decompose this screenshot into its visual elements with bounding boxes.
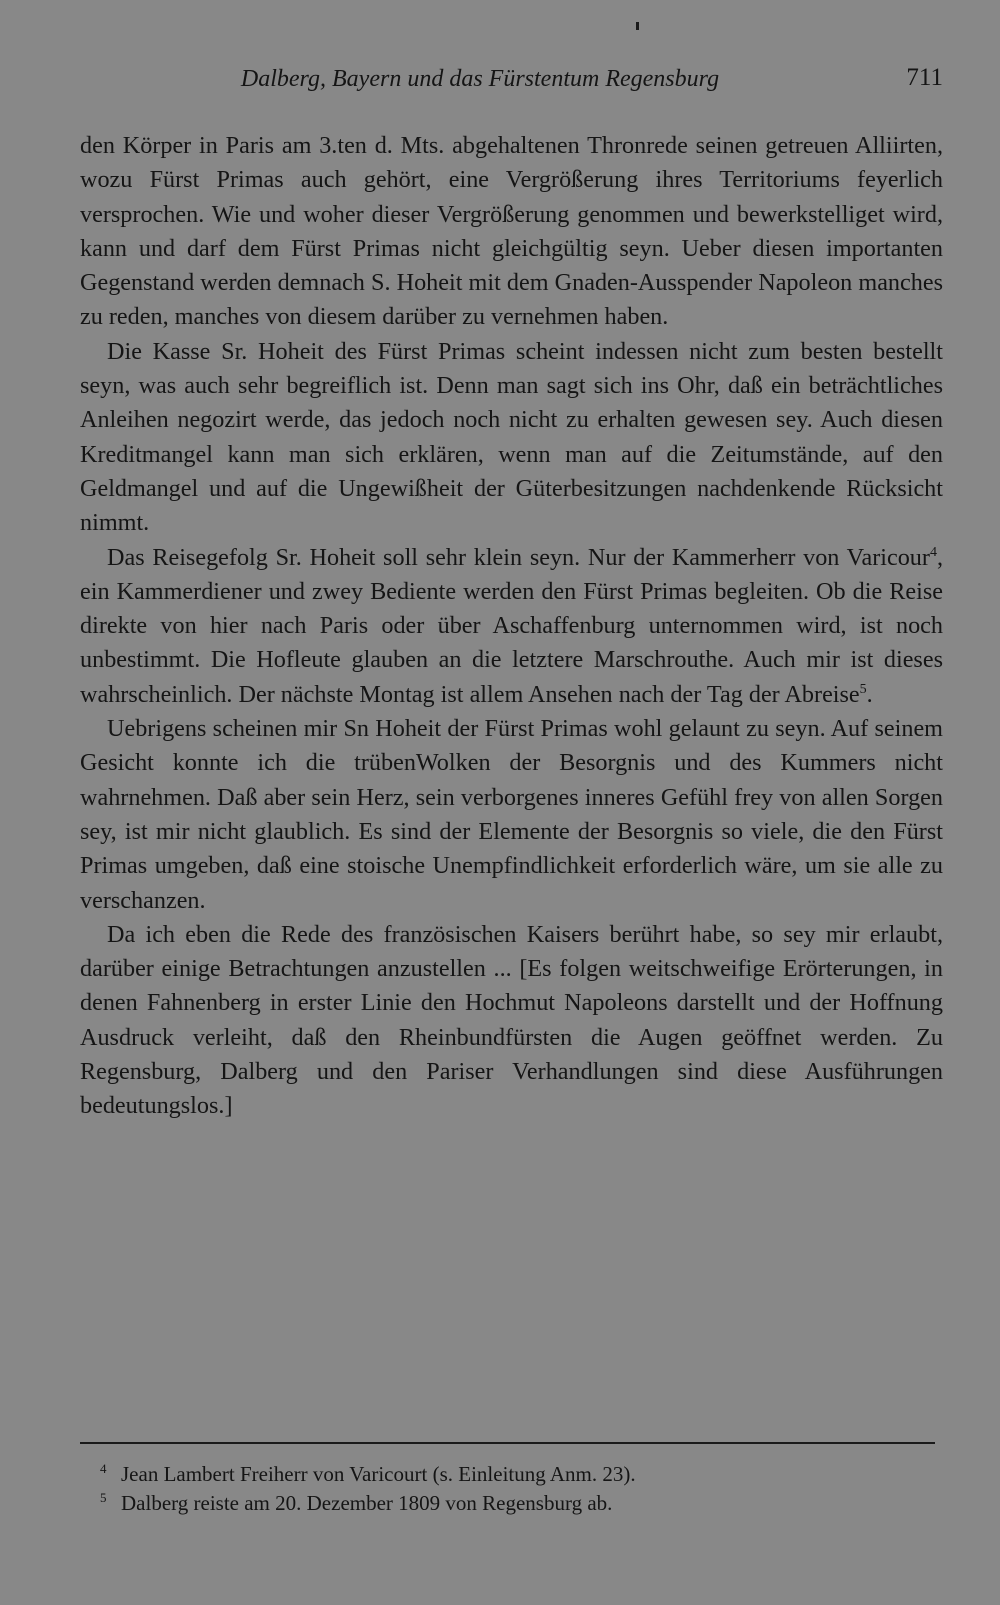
footnote-rule <box>80 1442 935 1444</box>
paragraph-3-text-c: . <box>866 680 873 708</box>
paragraph-5: Da ich eben die Rede des französischen Kaisers berührt habe, so sey mir erlaubt, darüber einige Betrachtungen anzustellen ... [Es folgen weitschweifige Erörterungen, in denen Fahnenberg in erster Linie den Hochmut Napoleons darstellt und der Hoffnung Ausdruck verleiht, daß den Rheinbundfürsten die Augen geöffnet werden. Zu Regensburg, Dalberg und den Pariser Verhandlungen sind diese Ausführungen bedeutungslos.] <box>80 920 943 1120</box>
footnote-mark: 5 <box>100 1490 107 1505</box>
footnote-ref-4: 4 <box>929 544 937 560</box>
running-head <box>80 62 943 92</box>
paragraph-3-text-b: , ein Kammerdiener und zwey Bediente werden den Fürst Primas begleiten. Ob die Reise direkte von hier nach Paris oder über Aschaffenburg unternommen wird, ist noch unbestimmt. Die Hofleute glauben an die letztere Marschrouthe. Auch mir ist dieses wahrscheinlich. Der nächste Montag ist allem Ansehen nach der Tag der Abreise <box>80 543 943 708</box>
footnote-5 <box>80 1489 943 1518</box>
footnote-ref-5: 5 <box>859 681 867 697</box>
footnote-text: Jean Lambert Freiherr von Varicourt (s. Einleitung Anm. 23). <box>121 1462 636 1486</box>
scan-speck <box>636 22 639 30</box>
paragraph-2: Die Kasse Sr. Hoheit des Fürst Primas scheint indessen nicht zum besten bestellt seyn, was auch sehr begreiflich ist. Denn man sagt sich ins Ohr, daß ein beträchtliches Anleihen negozirt werde, das jedoch noch nicht zu erhalten gewesen sey. Auch diesen Kreditmangel kann man sich erklären, wenn man auf die Zeitumstände, auf den Geldmangel und auf die Ungewißheit der Güterbesitzungen nachdenkende Rücksicht nimmt. <box>80 337 943 537</box>
page-number: 711 <box>906 64 943 91</box>
running-title: Dalberg, Bayern und das Fürstentum Regensburg <box>240 66 720 92</box>
paragraph-3-text-a: Das Reisegefolg Sr. Hoheit soll sehr klein seyn. Nur der Kammerherr von Varicour <box>107 543 930 571</box>
footnote-mark: 4 <box>100 1461 107 1476</box>
paragraph-4: Uebrigens scheinen mir Sn Hoheit der Fürst Primas wohl gelaunt zu seyn. Auf seinem Gesicht konnte ich die trübenWolken der Besorgnis und des Kummers nicht wahrnehmen. Daß aber sein Herz, sein verborgenes inneres Gefühl frey von allen Sorgen sey, ist mir nicht glaublich. Es sind der Elemente der Besorgnis so viele, die den Fürst Primas umgeben, daß eine stoische Unempfindlichkeit erforderlich wäre, um sie alle zu verschanzen. <box>80 715 943 914</box>
footnote-4 <box>80 1460 943 1489</box>
footnote-text: Dalberg reiste am 20. Dezember 1809 von Regensburg ab. <box>121 1491 613 1515</box>
paragraph-1: den Körper in Paris am 3.ten d. Mts. abgehaltenen Thronrede seinen getreuen Alliirten, wozu Fürst Primas auch gehört, eine Vergrößerung ihres Territoriums feyerlich versprochen. Wie und woher dieser Vergrößerung genommen und bewerkstelliget wird, kann und darf dem Fürst Primas nicht gleichgültig seyn. Ueber diesen importanten Gegenstand werden demnach S. Hoheit mit dem Gnaden-Ausspender Napoleon manches zu reden, manches von diesem darüber zu vernehmen haben. <box>80 132 943 331</box>
footnotes <box>80 1460 943 1518</box>
body-text <box>80 129 943 1124</box>
paragraph-3 <box>80 541 943 712</box>
